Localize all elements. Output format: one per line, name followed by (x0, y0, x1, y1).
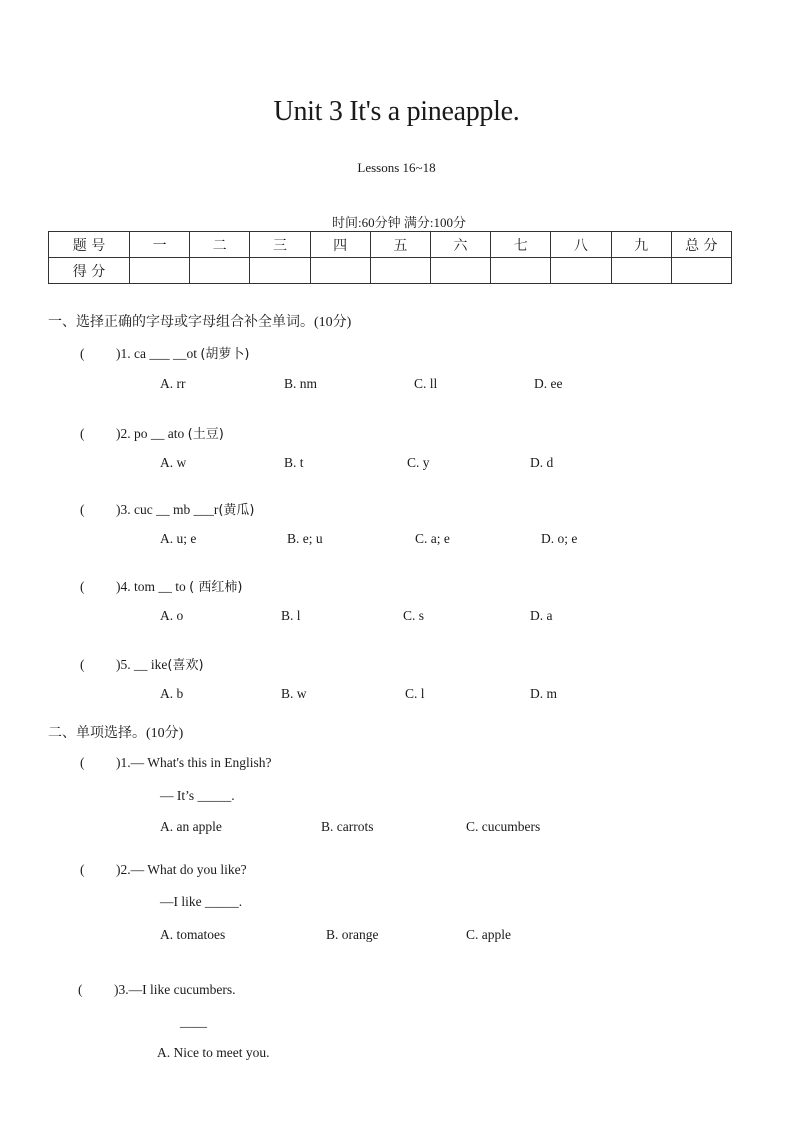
answer-paren[interactable]: ( (80, 579, 85, 594)
option-c: C. l (405, 686, 425, 701)
question-hint: (土豆) (187, 427, 224, 442)
option-a: A. o (160, 608, 184, 623)
answer-line: —I like _____. (160, 894, 243, 909)
question-text: )5. __ ike (116, 657, 168, 672)
question-hint: (胡萝卜) (200, 347, 250, 362)
question-hint: ( 西红柿) (189, 580, 243, 595)
s1-question-1 (80, 343, 250, 362)
section-2-title: 二、单项选择。 (48, 725, 146, 741)
s1-question-4 (80, 576, 242, 595)
score-table-cell: 七 (491, 232, 551, 258)
option-d: D. d (530, 455, 554, 470)
score-table-cell: 九 (611, 232, 671, 258)
score-table-cell: 六 (430, 232, 490, 258)
s2-question-2 (80, 862, 247, 878)
section-2-heading (48, 722, 183, 742)
exam-meta: 时间:60分钟 满分:100分 (332, 215, 466, 230)
score-table-header-row (49, 232, 732, 258)
option-b: B. nm (284, 376, 318, 391)
option-c: C. cucumbers (466, 819, 541, 834)
section-2-points: (10分) (146, 726, 184, 741)
option-a: A. b (160, 686, 184, 701)
score-table-cell: 二 (190, 232, 250, 258)
option-c: C. a; e (415, 531, 450, 546)
score-table-cell: 八 (551, 232, 611, 258)
option-b: B. l (281, 608, 301, 623)
page-subtitle: Lessons 16~18 (357, 160, 436, 175)
score-table-cell: 五 (370, 232, 430, 258)
score-table (48, 231, 732, 284)
score-input-cell[interactable] (551, 258, 611, 284)
answer-paren[interactable]: ( (80, 657, 85, 672)
score-table-cell: 一 (130, 232, 190, 258)
question-hint: (黄瓜) (218, 503, 255, 518)
option-c: C. ll (414, 376, 438, 391)
score-input-cell[interactable] (130, 258, 190, 284)
section-1-points: (10分) (314, 315, 352, 330)
score-input-cell[interactable] (190, 258, 250, 284)
answer-line: — It’s _____. (160, 788, 235, 803)
option-d: D. ee (534, 376, 563, 391)
option-c: C. y (407, 455, 430, 470)
option-a: A. tomatoes (160, 927, 226, 942)
s1-question-3 (80, 499, 255, 518)
s1-question-2 (80, 423, 224, 442)
question-text: )1. ca ___ __ot (116, 346, 197, 361)
option-a: A. u; e (160, 531, 197, 546)
question-text: )4. tom __ to (116, 579, 186, 594)
score-input-cell[interactable] (250, 258, 310, 284)
option-b: B. t (284, 455, 304, 470)
answer-paren[interactable]: ( (78, 982, 83, 997)
score-input-cell[interactable] (671, 258, 731, 284)
question-text: )3. cuc __ mb ___r (116, 502, 219, 517)
answer-paren[interactable]: ( (80, 755, 85, 770)
score-input-cell[interactable] (611, 258, 671, 284)
answer-paren[interactable]: ( (80, 426, 85, 441)
answer-paren[interactable]: ( (80, 502, 85, 517)
answer-line: ____ (180, 1014, 207, 1029)
score-table-score-row (49, 258, 732, 284)
question-text: )2.— What do you like? (116, 862, 247, 877)
option-b: B. e; u (287, 531, 323, 546)
question-text: )3.—I like cucumbers. (114, 982, 236, 997)
answer-paren[interactable]: ( (80, 346, 85, 361)
option-a: A. rr (160, 376, 186, 391)
score-table-cell: 三 (250, 232, 310, 258)
option-b: B. orange (326, 927, 379, 942)
s2-question-3 (78, 982, 235, 998)
score-label-cell: 得 分 (49, 258, 130, 284)
score-input-cell[interactable] (370, 258, 430, 284)
score-table-cell: 总 分 (671, 232, 731, 258)
question-text: )2. po __ ato (116, 426, 185, 441)
s2-question-1 (80, 755, 272, 771)
option-a: A. an apple (160, 819, 222, 834)
question-text: )1.— What's this in English? (116, 755, 272, 770)
score-input-cell[interactable] (491, 258, 551, 284)
score-input-cell[interactable] (310, 258, 370, 284)
s1-question-5 (80, 654, 204, 673)
page-title: Unit 3 It's a pineapple. (273, 96, 520, 127)
section-1-heading (48, 311, 351, 331)
option-b: B. w (281, 686, 307, 701)
score-table-cell: 四 (310, 232, 370, 258)
option-d: D. o; e (541, 531, 578, 546)
option-a: A. w (160, 455, 187, 470)
option-a: A. Nice to meet you. (157, 1045, 270, 1060)
section-1-title: 一、选择正确的字母或字母组合补全单词。 (48, 314, 314, 330)
option-c: C. apple (466, 927, 511, 942)
score-table-cell: 题 号 (49, 232, 130, 258)
answer-paren[interactable]: ( (80, 862, 85, 877)
option-b: B. carrots (321, 819, 374, 834)
question-hint: (喜欢) (167, 658, 204, 673)
option-d: D. m (530, 686, 557, 701)
option-d: D. a (530, 608, 553, 623)
option-c: C. s (403, 608, 425, 623)
score-input-cell[interactable] (430, 258, 490, 284)
